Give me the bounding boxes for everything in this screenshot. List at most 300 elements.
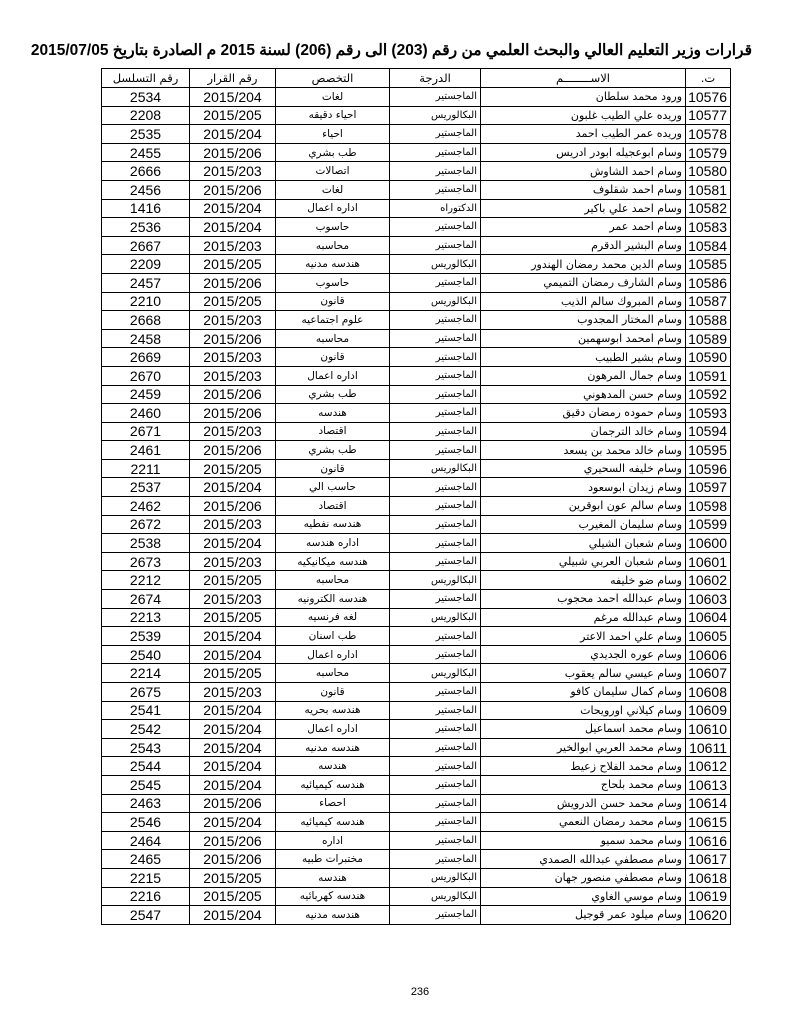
specialization-cell: قانون <box>276 683 390 702</box>
row-number-cell: 10583 <box>686 218 731 237</box>
degree-cell: الماجستير <box>390 590 481 609</box>
person-name-cell: وسام محمد بلحاج <box>481 775 686 794</box>
decision-number-cell: 2015/205 <box>190 887 276 906</box>
header-name: الاســــــــم <box>481 69 686 88</box>
decision-number-cell: 2015/205 <box>190 255 276 274</box>
person-name-cell: وسام محمد رمضان النعمي <box>481 813 686 832</box>
specialization-cell: هندسه الكترونيه <box>276 590 390 609</box>
degree-cell: الماجستير <box>390 162 481 181</box>
person-name-cell: وسام خالد محمد بن يسعد <box>481 441 686 460</box>
person-name-cell: وسام ميلود عمر قوجيل <box>481 906 686 925</box>
decision-number-cell: 2015/203 <box>190 236 276 255</box>
decision-number-cell: 2015/204 <box>190 775 276 794</box>
row-number-cell: 10603 <box>686 590 731 609</box>
row-number-cell: 10604 <box>686 608 731 627</box>
row-number-cell: 10599 <box>686 515 731 534</box>
row-number-cell: 10613 <box>686 775 731 794</box>
person-name-cell: وسام زيدان ابوسعود <box>481 478 686 497</box>
row-number-cell: 10606 <box>686 645 731 664</box>
serial-number-cell: 2547 <box>102 906 190 925</box>
page-number: 236 <box>410 986 430 998</box>
degree-cell: الماجستير <box>390 738 481 757</box>
decision-number-cell: 2015/206 <box>190 441 276 460</box>
row-number-cell: 10605 <box>686 627 731 646</box>
table-row <box>102 404 731 423</box>
decision-number-cell: 2015/206 <box>190 385 276 404</box>
table-row <box>102 311 731 330</box>
header-no: ت. <box>686 69 731 88</box>
decision-number-cell: 2015/204 <box>190 906 276 925</box>
specialization-cell: محاسبه <box>276 236 390 255</box>
serial-number-cell: 2536 <box>102 218 190 237</box>
decision-number-cell: 2015/204 <box>190 720 276 739</box>
decision-number-cell: 2015/206 <box>190 794 276 813</box>
row-number-cell: 10608 <box>686 683 731 702</box>
table-row <box>102 850 731 869</box>
specialization-cell: اداره اعمال <box>276 645 390 664</box>
serial-number-cell: 2215 <box>102 868 190 887</box>
degree-cell: الماجستير <box>390 534 481 553</box>
degree-cell: الماجستير <box>390 143 481 162</box>
decision-number-cell: 2015/205 <box>190 571 276 590</box>
serial-number-cell: 2465 <box>102 850 190 869</box>
decision-number-cell: 2015/206 <box>190 329 276 348</box>
specialization-cell: اقتصاد <box>276 422 390 441</box>
decision-number-cell: 2015/206 <box>190 143 276 162</box>
row-number-cell: 10618 <box>686 868 731 887</box>
decision-number-cell: 2015/205 <box>190 664 276 683</box>
row-number-cell: 10597 <box>686 478 731 497</box>
table-row <box>102 199 731 218</box>
serial-number-cell: 2213 <box>102 608 190 627</box>
serial-number-cell: 2462 <box>102 497 190 516</box>
person-name-cell: وسام خالد الترجمان <box>481 422 686 441</box>
degree-cell: الماجستير <box>390 775 481 794</box>
header-degree: الدرجة <box>390 69 481 88</box>
degree-cell: الماجستير <box>390 850 481 869</box>
header-serial-number: رقم التسلسل <box>102 69 190 88</box>
serial-number-cell: 2540 <box>102 645 190 664</box>
degree-cell: الماجستير <box>390 757 481 776</box>
row-number-cell: 10614 <box>686 794 731 813</box>
table-row <box>102 441 731 460</box>
table-row <box>102 794 731 813</box>
person-name-cell: وسام عبدالله مرغم <box>481 608 686 627</box>
row-number-cell: 10588 <box>686 311 731 330</box>
decision-number-cell: 2015/203 <box>190 683 276 702</box>
serial-number-cell: 2671 <box>102 422 190 441</box>
row-number-cell: 10596 <box>686 459 731 478</box>
degree-cell: الماجستير <box>390 88 481 107</box>
decision-number-cell: 2015/204 <box>190 478 276 497</box>
decision-number-cell: 2015/204 <box>190 813 276 832</box>
serial-number-cell: 2461 <box>102 441 190 460</box>
table-row <box>102 775 731 794</box>
person-name-cell: وسام الشارف رمضان التميمي <box>481 273 686 292</box>
decision-number-cell: 2015/205 <box>190 459 276 478</box>
serial-number-cell: 2546 <box>102 813 190 832</box>
person-name-cell: وريده علي الطيب غلبون <box>481 106 686 125</box>
specialization-cell: اداره اعمال <box>276 199 390 218</box>
serial-number-cell: 2456 <box>102 180 190 199</box>
degree-cell: الماجستير <box>390 441 481 460</box>
table-row <box>102 738 731 757</box>
serial-number-cell: 2459 <box>102 385 190 404</box>
serial-number-cell: 2667 <box>102 236 190 255</box>
degree-cell: الماجستير <box>390 273 481 292</box>
decision-number-cell: 2015/206 <box>190 850 276 869</box>
degree-cell: الماجستير <box>390 813 481 832</box>
person-name-cell: وسام محمد الفلاح زعيط <box>481 757 686 776</box>
degree-cell: الماجستير <box>390 236 481 255</box>
table-row <box>102 348 731 367</box>
specialization-cell: طب بشري <box>276 143 390 162</box>
table-row <box>102 701 731 720</box>
specialization-cell: حاسوب <box>276 218 390 237</box>
decision-number-cell: 2015/203 <box>190 311 276 330</box>
serial-number-cell: 2535 <box>102 125 190 144</box>
specialization-cell: هندسه كيميائيه <box>276 775 390 794</box>
row-number-cell: 10600 <box>686 534 731 553</box>
serial-number-cell: 2668 <box>102 311 190 330</box>
person-name-cell: وريده عمر الطيب احمد <box>481 125 686 144</box>
specialization-cell: احصاء <box>276 794 390 813</box>
decision-number-cell: 2015/204 <box>190 218 276 237</box>
decision-number-cell: 2015/203 <box>190 366 276 385</box>
row-number-cell: 10607 <box>686 664 731 683</box>
degree-cell: الماجستير <box>390 645 481 664</box>
table-row <box>102 125 731 144</box>
person-name-cell: وسام شعبان العربي شبيلي <box>481 552 686 571</box>
specialization-cell: هندسه نفطيه <box>276 515 390 534</box>
table-row <box>102 422 731 441</box>
degree-cell: البكالوريس <box>390 868 481 887</box>
person-name-cell: وسام محمد العربي ابوالخير <box>481 738 686 757</box>
degree-cell: الماجستير <box>390 515 481 534</box>
person-name-cell: وسام احمد علي باكير <box>481 199 686 218</box>
person-name-cell: وسام امحمد ابوسهمين <box>481 329 686 348</box>
table-row <box>102 218 731 237</box>
degree-cell: البكالوريس <box>390 608 481 627</box>
table-row <box>102 497 731 516</box>
decision-number-cell: 2015/204 <box>190 534 276 553</box>
degree-cell: الماجستير <box>390 125 481 144</box>
degree-cell: الدكتوراه <box>390 199 481 218</box>
serial-number-cell: 2544 <box>102 757 190 776</box>
table-row <box>102 478 731 497</box>
row-number-cell: 10580 <box>686 162 731 181</box>
person-name-cell: وسام محمد سميو <box>481 831 686 850</box>
degree-cell: الماجستير <box>390 794 481 813</box>
serial-number-cell: 2210 <box>102 292 190 311</box>
table-row <box>102 459 731 478</box>
serial-number-cell: 2460 <box>102 404 190 423</box>
row-number-cell: 10595 <box>686 441 731 460</box>
degree-cell: البكالوريس <box>390 255 481 274</box>
table-row <box>102 645 731 664</box>
specialization-cell: حاسب الي <box>276 478 390 497</box>
table-row <box>102 868 731 887</box>
serial-number-cell: 2675 <box>102 683 190 702</box>
specialization-cell: علوم اجتماعيه <box>276 311 390 330</box>
degree-cell: الماجستير <box>390 906 481 925</box>
table-row <box>102 831 731 850</box>
table-row <box>102 88 731 107</box>
person-name-cell: وسام المبروك سالم الذيب <box>481 292 686 311</box>
person-name-cell: وسام احمد عمر <box>481 218 686 237</box>
decision-number-cell: 2015/203 <box>190 162 276 181</box>
serial-number-cell: 2539 <box>102 627 190 646</box>
table-row <box>102 162 731 181</box>
person-name-cell: وسام مصطفي عبدالله الصمدي <box>481 850 686 869</box>
specialization-cell: هندسه بحريه <box>276 701 390 720</box>
row-number-cell: 10591 <box>686 366 731 385</box>
degree-cell: الماجستير <box>390 329 481 348</box>
serial-number-cell: 2208 <box>102 106 190 125</box>
degree-cell: الماجستير <box>390 311 481 330</box>
row-number-cell: 10586 <box>686 273 731 292</box>
table-row <box>102 236 731 255</box>
serial-number-cell: 2543 <box>102 738 190 757</box>
specialization-cell: اداره <box>276 831 390 850</box>
table-row <box>102 720 731 739</box>
serial-number-cell: 2458 <box>102 329 190 348</box>
degree-cell: الماجستير <box>390 348 481 367</box>
table-row <box>102 515 731 534</box>
row-number-cell: 10584 <box>686 236 731 255</box>
decision-number-cell: 2015/204 <box>190 88 276 107</box>
serial-number-cell: 2464 <box>102 831 190 850</box>
row-number-cell: 10582 <box>686 199 731 218</box>
serial-number-cell: 2212 <box>102 571 190 590</box>
serial-number-cell: 2455 <box>102 143 190 162</box>
row-number-cell: 10589 <box>686 329 731 348</box>
person-name-cell: وسام عوره الجديدي <box>481 645 686 664</box>
decision-number-cell: 2015/204 <box>190 757 276 776</box>
serial-number-cell: 2214 <box>102 664 190 683</box>
serial-number-cell: 2666 <box>102 162 190 181</box>
row-number-cell: 10579 <box>686 143 731 162</box>
specialization-cell: محاسبه <box>276 664 390 683</box>
degree-cell: الماجستير <box>390 404 481 423</box>
specialization-cell: حاسوب <box>276 273 390 292</box>
degree-cell: البكالوريس <box>390 292 481 311</box>
row-number-cell: 10615 <box>686 813 731 832</box>
table-row <box>102 683 731 702</box>
person-name-cell: وسام علي احمد الاعتر <box>481 627 686 646</box>
table-row <box>102 813 731 832</box>
degree-cell: الماجستير <box>390 366 481 385</box>
decision-number-cell: 2015/203 <box>190 515 276 534</box>
row-number-cell: 10581 <box>686 180 731 199</box>
specialization-cell: هندسه مدنيه <box>276 906 390 925</box>
table-body <box>102 88 731 925</box>
decision-number-cell: 2015/205 <box>190 292 276 311</box>
serial-number-cell: 2545 <box>102 775 190 794</box>
specialization-cell: هندسه <box>276 868 390 887</box>
degree-cell: البكالوريس <box>390 106 481 125</box>
person-name-cell: وسام محمد اسماعيل <box>481 720 686 739</box>
table-row <box>102 106 731 125</box>
degree-cell: الماجستير <box>390 497 481 516</box>
table-row <box>102 627 731 646</box>
table-row <box>102 366 731 385</box>
degree-cell: الماجستير <box>390 683 481 702</box>
specialization-cell: هندسه <box>276 757 390 776</box>
decision-number-cell: 2015/204 <box>190 701 276 720</box>
decision-number-cell: 2015/203 <box>190 590 276 609</box>
specialization-cell: هندسه <box>276 404 390 423</box>
person-name-cell: وسام البشير الدقرم <box>481 236 686 255</box>
row-number-cell: 10601 <box>686 552 731 571</box>
degree-cell: الماجستير <box>390 218 481 237</box>
specialization-cell: احياء <box>276 125 390 144</box>
row-number-cell: 10620 <box>686 906 731 925</box>
decision-number-cell: 2015/206 <box>190 180 276 199</box>
person-name-cell: وسام مصطفي منصور جهان <box>481 868 686 887</box>
row-number-cell: 10617 <box>686 850 731 869</box>
table-row <box>102 180 731 199</box>
decision-number-cell: 2015/204 <box>190 199 276 218</box>
table-row <box>102 608 731 627</box>
person-name-cell: وسام سالم عون ابوقرين <box>481 497 686 516</box>
table-row <box>102 590 731 609</box>
degree-cell: البكالوريس <box>390 887 481 906</box>
degree-cell: الماجستير <box>390 422 481 441</box>
table-row <box>102 906 731 925</box>
decision-number-cell: 2015/205 <box>190 868 276 887</box>
decision-number-cell: 2015/206 <box>190 831 276 850</box>
row-number-cell: 10592 <box>686 385 731 404</box>
degree-cell: البكالوريس <box>390 571 481 590</box>
specialization-cell: اقتصاد <box>276 497 390 516</box>
serial-number-cell: 2669 <box>102 348 190 367</box>
table-row <box>102 571 731 590</box>
specialization-cell: هندسه ميكانيكيه <box>276 552 390 571</box>
row-number-cell: 10578 <box>686 125 731 144</box>
specialization-cell: هندسه كهربائيه <box>276 887 390 906</box>
specialization-cell: هندسه مدنيه <box>276 255 390 274</box>
serial-number-cell: 2537 <box>102 478 190 497</box>
table-row <box>102 273 731 292</box>
person-name-cell: وسام الدين محمد رمضان الهندور <box>481 255 686 274</box>
degree-cell: الماجستير <box>390 831 481 850</box>
table-row <box>102 664 731 683</box>
row-number-cell: 10602 <box>686 571 731 590</box>
row-number-cell: 10593 <box>686 404 731 423</box>
person-name-cell: وسام عبدالله احمد محجوب <box>481 590 686 609</box>
row-number-cell: 10611 <box>686 738 731 757</box>
degree-cell: الماجستير <box>390 627 481 646</box>
person-name-cell: وسام خليفه السحيري <box>481 459 686 478</box>
person-name-cell: وسام سليمان المغيرب <box>481 515 686 534</box>
person-name-cell: وسام جمال المرهون <box>481 366 686 385</box>
person-name-cell: وسام حموده رمضان دقيق <box>481 404 686 423</box>
person-name-cell: وسام بشير الطبيب <box>481 348 686 367</box>
records-table <box>101 68 731 925</box>
specialization-cell: طب بشري <box>276 441 390 460</box>
decision-number-cell: 2015/206 <box>190 404 276 423</box>
specialization-cell: قانون <box>276 459 390 478</box>
table-row <box>102 385 731 404</box>
serial-number-cell: 2542 <box>102 720 190 739</box>
specialization-cell: طب بشري <box>276 385 390 404</box>
row-number-cell: 10612 <box>686 757 731 776</box>
decision-number-cell: 2015/204 <box>190 645 276 664</box>
person-name-cell: وسام ابوعجيله ابودر ادريس <box>481 143 686 162</box>
row-number-cell: 10590 <box>686 348 731 367</box>
degree-cell: الماجستير <box>390 720 481 739</box>
decision-number-cell: 2015/203 <box>190 552 276 571</box>
header-specialization: التخصص <box>276 69 390 88</box>
specialization-cell: اداره اعمال <box>276 366 390 385</box>
person-name-cell: وسام كمال سليمان كافو <box>481 683 686 702</box>
table-row <box>102 552 731 571</box>
person-name-cell: وسام شعبان الشيلي <box>481 534 686 553</box>
serial-number-cell: 2457 <box>102 273 190 292</box>
specialization-cell: اداره هندسه <box>276 534 390 553</box>
row-number-cell: 10609 <box>686 701 731 720</box>
row-number-cell: 10619 <box>686 887 731 906</box>
specialization-cell: قانون <box>276 292 390 311</box>
table-row <box>102 329 731 348</box>
specialization-cell: مختبرات طبيه <box>276 850 390 869</box>
person-name-cell: وسام كيلاني اورويحات <box>481 701 686 720</box>
table-row <box>102 757 731 776</box>
decision-number-cell: 2015/206 <box>190 273 276 292</box>
table-row <box>102 255 731 274</box>
decision-number-cell: 2015/204 <box>190 627 276 646</box>
person-name-cell: وسام ضو خليفه <box>481 571 686 590</box>
serial-number-cell: 2211 <box>102 459 190 478</box>
specialization-cell: محاسبه <box>276 329 390 348</box>
decision-number-cell: 2015/205 <box>190 106 276 125</box>
row-number-cell: 10587 <box>686 292 731 311</box>
table-row <box>102 534 731 553</box>
decision-number-cell: 2015/204 <box>190 738 276 757</box>
person-name-cell: وسام عيسي سالم يعقوب <box>481 664 686 683</box>
serial-number-cell: 2209 <box>102 255 190 274</box>
serial-number-cell: 1416 <box>102 199 190 218</box>
specialization-cell: طب اسنان <box>276 627 390 646</box>
document-title: قرارات وزير التعليم العالي والبحث العلمي من رقم (203) الى رقم (206) لسنة 2015 م الصادرة بتاريخ 2015/07/05 <box>30 42 752 59</box>
row-number-cell: 10576 <box>686 88 731 107</box>
serial-number-cell: 2538 <box>102 534 190 553</box>
degree-cell: الماجستير <box>390 478 481 497</box>
person-name-cell: وسام احمد شقلوف <box>481 180 686 199</box>
specialization-cell: قانون <box>276 348 390 367</box>
person-name-cell: وسام حسن المدهوني <box>481 385 686 404</box>
specialization-cell: هندسه مدنيه <box>276 738 390 757</box>
serial-number-cell: 2534 <box>102 88 190 107</box>
table-header <box>102 69 731 88</box>
specialization-cell: هندسه كيميائيه <box>276 813 390 832</box>
serial-number-cell: 2541 <box>102 701 190 720</box>
degree-cell: البكالوريس <box>390 664 481 683</box>
person-name-cell: ورود محمد سلطان <box>481 88 686 107</box>
specialization-cell: لغات <box>276 180 390 199</box>
person-name-cell: وسام موسي الغاوي <box>481 887 686 906</box>
row-number-cell: 10610 <box>686 720 731 739</box>
person-name-cell: وسام المختار المجدوب <box>481 311 686 330</box>
serial-number-cell: 2670 <box>102 366 190 385</box>
person-name-cell: وسام احمد الشاوش <box>481 162 686 181</box>
serial-number-cell: 2216 <box>102 887 190 906</box>
header-decision-number: رقم القرار <box>190 69 276 88</box>
decision-number-cell: 2015/203 <box>190 348 276 367</box>
table-row <box>102 292 731 311</box>
decision-number-cell: 2015/203 <box>190 422 276 441</box>
